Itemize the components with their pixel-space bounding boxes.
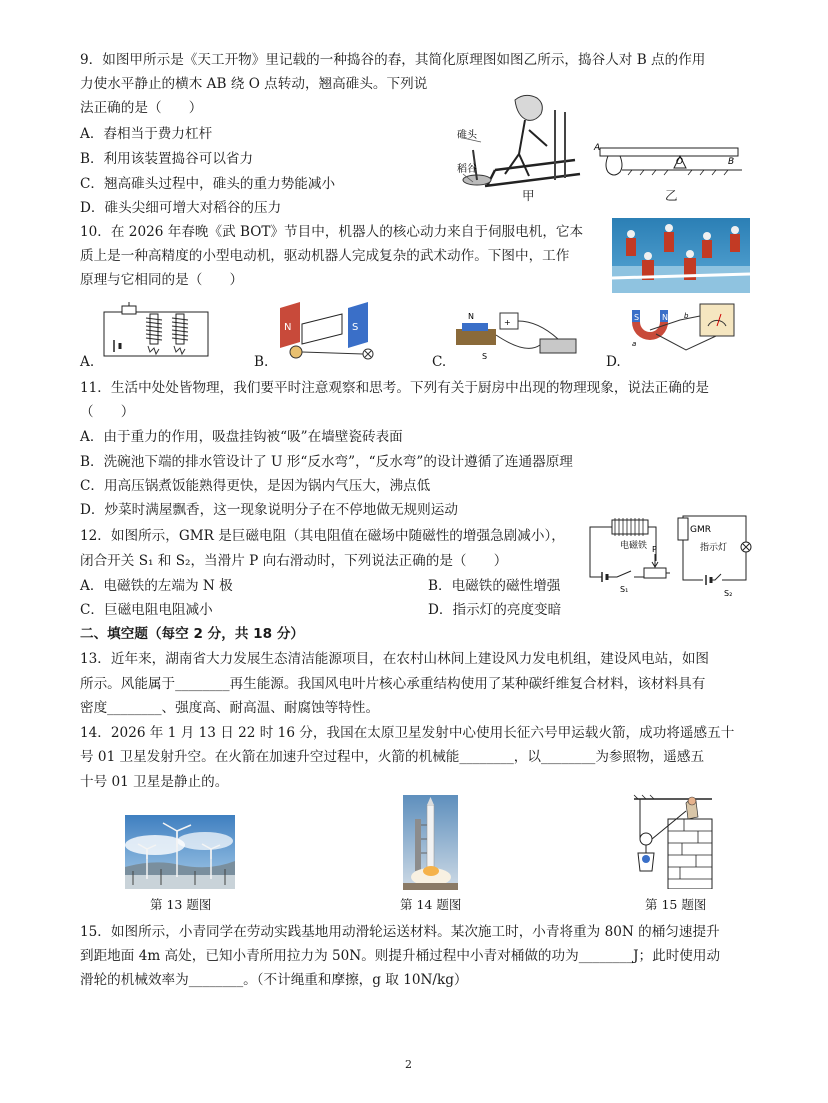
q10-figure-d	[626, 300, 741, 362]
q10-line-2: 质上是一种高精度的小型电动机，驱动机器人完成复杂的武术动作。下图中，工作	[80, 248, 570, 264]
q11-option-a: A．由于重力的作用，吸盘挂钩被“吸”在墙壁瓷砖表面	[80, 429, 403, 445]
q13-line-1: 13．近年来，湖南省大力发展生态清洁能源项目，在农村山林间上建设风力发电机组，建设风电站，如图	[80, 651, 710, 667]
q12-option-b: B．电磁铁的磁性增强	[428, 578, 561, 594]
q11-line-2: （ ）	[80, 404, 135, 420]
q14-line-2: 号 01 卫星发射升空。在火箭在加速升空过程中，火箭的机械能________，以________为参照物，遥感五	[80, 749, 705, 765]
q13-caption: 第 13 题图	[150, 897, 212, 912]
q10-option-b[interactable]: B.	[254, 354, 269, 370]
svg-text:b: b	[684, 312, 689, 320]
q9-label-head: 碓头	[457, 130, 477, 141]
svg-text:S: S	[482, 352, 488, 361]
svg-text:N: N	[284, 322, 292, 333]
q9-point-b: B	[728, 157, 735, 167]
svg-text:+: +	[504, 318, 511, 327]
q12-label-s2: S₂	[724, 589, 733, 598]
q12-label-s1: S₁	[620, 585, 629, 594]
svg-text:S: S	[352, 322, 359, 333]
q14-rocket-photo	[403, 795, 458, 890]
q9-option-b: B．利用该装置捣谷可以省力	[80, 151, 254, 167]
q9-option-a: A．舂相当于费力杠杆	[80, 126, 213, 142]
q14-caption: 第 14 题图	[400, 897, 462, 912]
q10-option-d[interactable]: D.	[606, 354, 621, 370]
q14-line-3: 十号 01 卫星是静止的。	[80, 774, 229, 790]
q10-option-c[interactable]: C.	[432, 354, 447, 370]
q9-option-d: D．碓头尖细可增大对稻谷的压力	[80, 200, 282, 216]
q10-figure-a	[100, 300, 215, 360]
q12-label-magnet: 电磁铁	[620, 541, 648, 551]
q9-caption-yi: 乙	[665, 188, 678, 203]
q10-figure-b	[272, 300, 387, 362]
q13-windfarm-photo	[125, 815, 235, 889]
q9-line-3: 法正确的是（ ）	[80, 100, 203, 116]
q9-line-1: 9．如图甲所示是《天工开物》里记载的一种捣谷的舂，其简化原理图如图乙所示，捣谷人对 B 点的作用	[80, 52, 706, 68]
q15-caption: 第 15 题图	[645, 897, 707, 912]
q12-label-gmr: GMR	[690, 525, 711, 535]
q12-option-c: C．巨磁电阻电阻减小	[80, 602, 213, 618]
q12-label-p: P	[652, 545, 657, 554]
q12-option-a: A．电磁铁的左端为 N 极	[80, 578, 233, 594]
q10-line-3: 原理与它相同的是（ ）	[80, 272, 244, 288]
q9-point-a: A	[594, 143, 601, 153]
svg-text:S: S	[634, 313, 640, 322]
q9-figure-jia	[455, 90, 590, 200]
svg-text:a: a	[632, 340, 637, 348]
q9-option-c: C．翘高碓头过程中，碓头的重力势能减小	[80, 176, 336, 192]
q15-line-3: 滑轮的机械效率为________。（不计绳重和摩擦，g 取 10N/kg）	[80, 972, 468, 988]
section-2-heading: 二、填空题（每空 2 分，共 18 分）	[80, 626, 305, 642]
svg-text:N: N	[468, 312, 474, 321]
q9-point-o: O	[676, 157, 684, 167]
q12-label-lamp: 指示灯	[700, 543, 728, 553]
svg-text:N: N	[662, 313, 668, 322]
q12-line-1: 12．如图所示，GMR 是巨磁电阻（其电阻值在磁场中随磁性的增强急剧减小），	[80, 528, 565, 544]
page-number: 2	[405, 1058, 412, 1071]
q12-circuit-figure	[582, 512, 752, 600]
q9-figure-yi	[592, 140, 747, 188]
q10-line-1: 10．在 2026 年春晚《武 BOT》节目中，机器人的核心动力来自于伺服电机，它本	[80, 224, 584, 240]
q15-line-2: 到距地面 4m 高处，已知小青所用拉力为 50N。则提升桶过程中小青对桶做的功为________J；此时使用动	[80, 948, 721, 964]
q9-caption-jia: 甲	[522, 188, 535, 203]
q11-option-d: D．炒菜时满屋飘香，这一现象说明分子在不停地做无规则运动	[80, 502, 458, 518]
q12-line-2: 闭合开关 S₁ 和 S₂，当滑片 P 向右滑动时，下列说法正确的是（ ）	[80, 553, 508, 569]
q15-pulley-figure	[632, 793, 714, 889]
q10-option-a[interactable]: A.	[80, 354, 95, 370]
q13-line-2: 所示。风能属于________再生能源。我国风电叶片核心承重结构使用了某种碳纤维复合材料，该材料具有	[80, 676, 706, 692]
q11-option-b: B．洗碗池下端的排水管设计了 U 形“反水弯”，“反水弯”的设计遵循了连通器原理	[80, 454, 573, 470]
q10-figure-c	[452, 305, 582, 363]
q15-line-1: 15．如图所示，小青同学在劳动实践基地用动滑轮运送材料。某次施工时，小青将重为 80N 的桶匀速提升	[80, 924, 720, 940]
q11-option-c: C．用高压锅煮饭能熟得更快，是因为锅内气压大，沸点低	[80, 478, 431, 494]
q13-line-3: 密度________、强度高、耐高温、耐腐蚀等特性。	[80, 700, 380, 716]
q14-line-1: 14．2026 年 1 月 13 日 22 时 16 分，我国在太原卫星发射中心使用长征六号甲运载火箭，成功将遥感五十	[80, 725, 735, 741]
q10-robot-photo	[612, 218, 750, 293]
q9-label-grain: 稻谷	[457, 164, 477, 175]
q9-line-2: 力使水平静止的横木 AB 绕 O 点转动，翘高碓头。下列说	[80, 76, 428, 92]
q12-option-d: D．指示灯的亮度变暗	[428, 602, 562, 618]
q11-line-1: 11．生活中处处皆物理，我们要平时注意观察和思考。下列有关于厨房中出现的物理现象，说法正确的是	[80, 380, 710, 396]
